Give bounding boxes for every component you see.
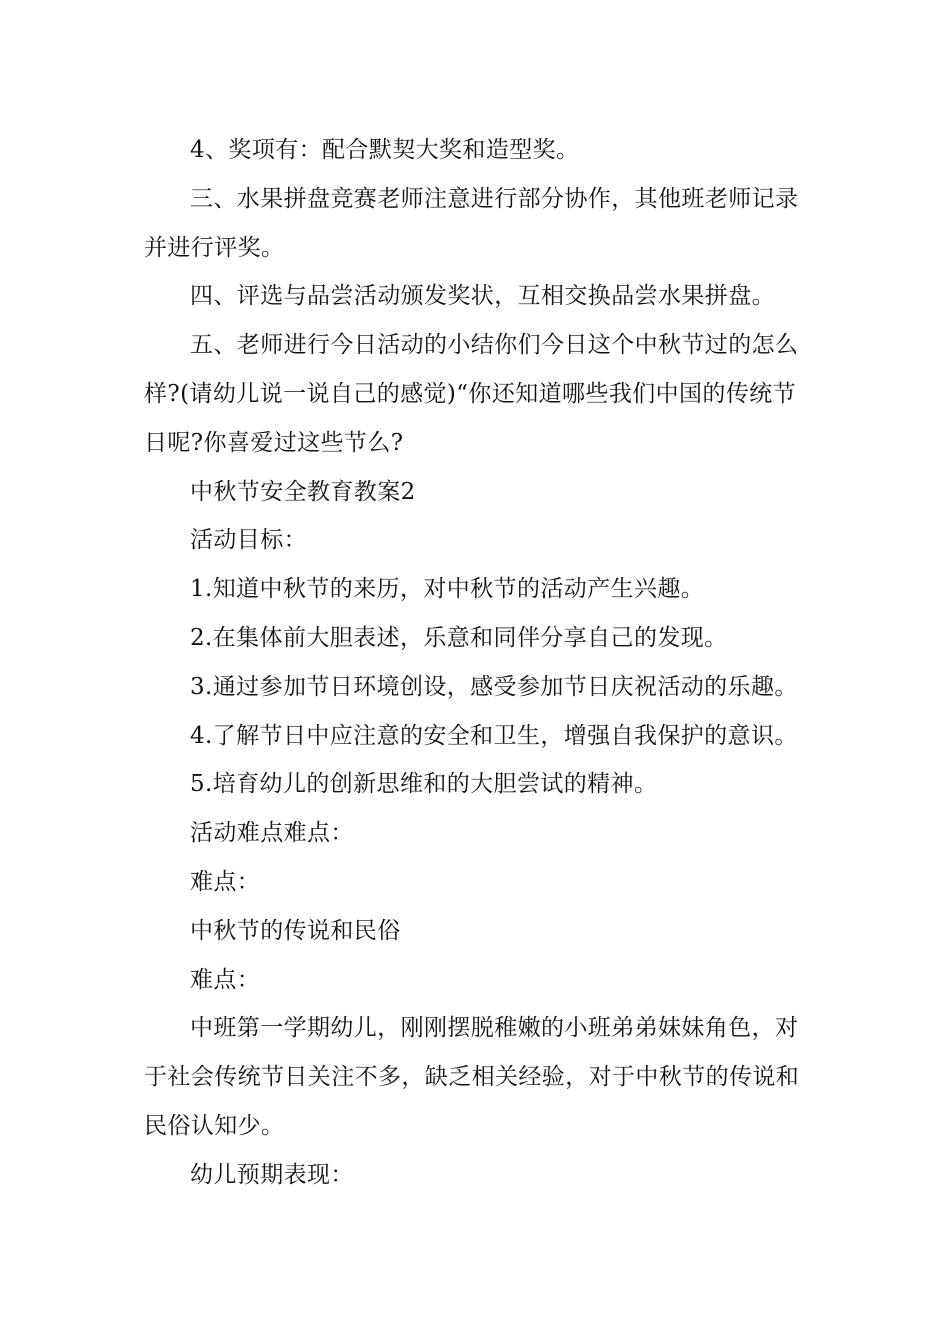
heading-activity-goals: 活动目标：: [190, 527, 307, 554]
goal-item-5: 5.培育幼儿的创新思维和的大胆尝试的精神。: [190, 771, 658, 798]
goal-item-2: 2.在集体前大胆表述，乐意和同伴分享自己的发现。: [190, 624, 728, 651]
goal-item-3: 3.通过参加节日环境创设，感受参加节日庆祝活动的乐趣。: [190, 673, 798, 700]
difficulty-2-text: 中班第一学期幼儿，刚刚摆脱稚嫩的小班弟弟妹妹角色，对于社会传统节日关注不多，缺乏相关经验，对于中秋节的传说和民俗认知少。: [144, 1015, 800, 1139]
paragraph-fruit-platter-contest: 三、水果拼盘竞赛老师注意进行部分协作，其他班老师记录并进行评奖。: [144, 185, 799, 261]
paragraph-judging-tasting: 四、评选与品尝活动颁发奖状，互相交换品尝水果拼盘。: [190, 283, 775, 310]
heading-expected-performance: 幼儿预期表现：: [190, 1161, 354, 1188]
label-difficulty-1: 难点：: [190, 868, 261, 895]
section-title-lesson-plan-2: 中秋节安全教育教案2: [190, 478, 416, 505]
heading-key-difficulties: 活动难点难点：: [190, 820, 354, 847]
difficulty-1-text: 中秋节的传说和民俗: [190, 917, 401, 944]
goal-item-1: 1.知道中秋节的来历，对中秋节的活动产生兴趣。: [190, 576, 705, 603]
document-body: [144, 126, 812, 1200]
goal-item-4: 4.了解节日中应注意的安全和卫生，增强自我保护的意识。: [190, 722, 798, 749]
paragraph-award-types: 4、奖项有：配合默契大奖和造型奖。: [190, 137, 580, 163]
paragraph-teacher-summary: 五、老师进行今日活动的小结你们今日这个中秋节过的怎么样?(请幼儿说一说自己的感觉)“你还知道哪些我们中国的传统节日呢?你喜爱过这些节么?: [144, 332, 799, 456]
label-difficulty-2: 难点：: [190, 966, 261, 993]
